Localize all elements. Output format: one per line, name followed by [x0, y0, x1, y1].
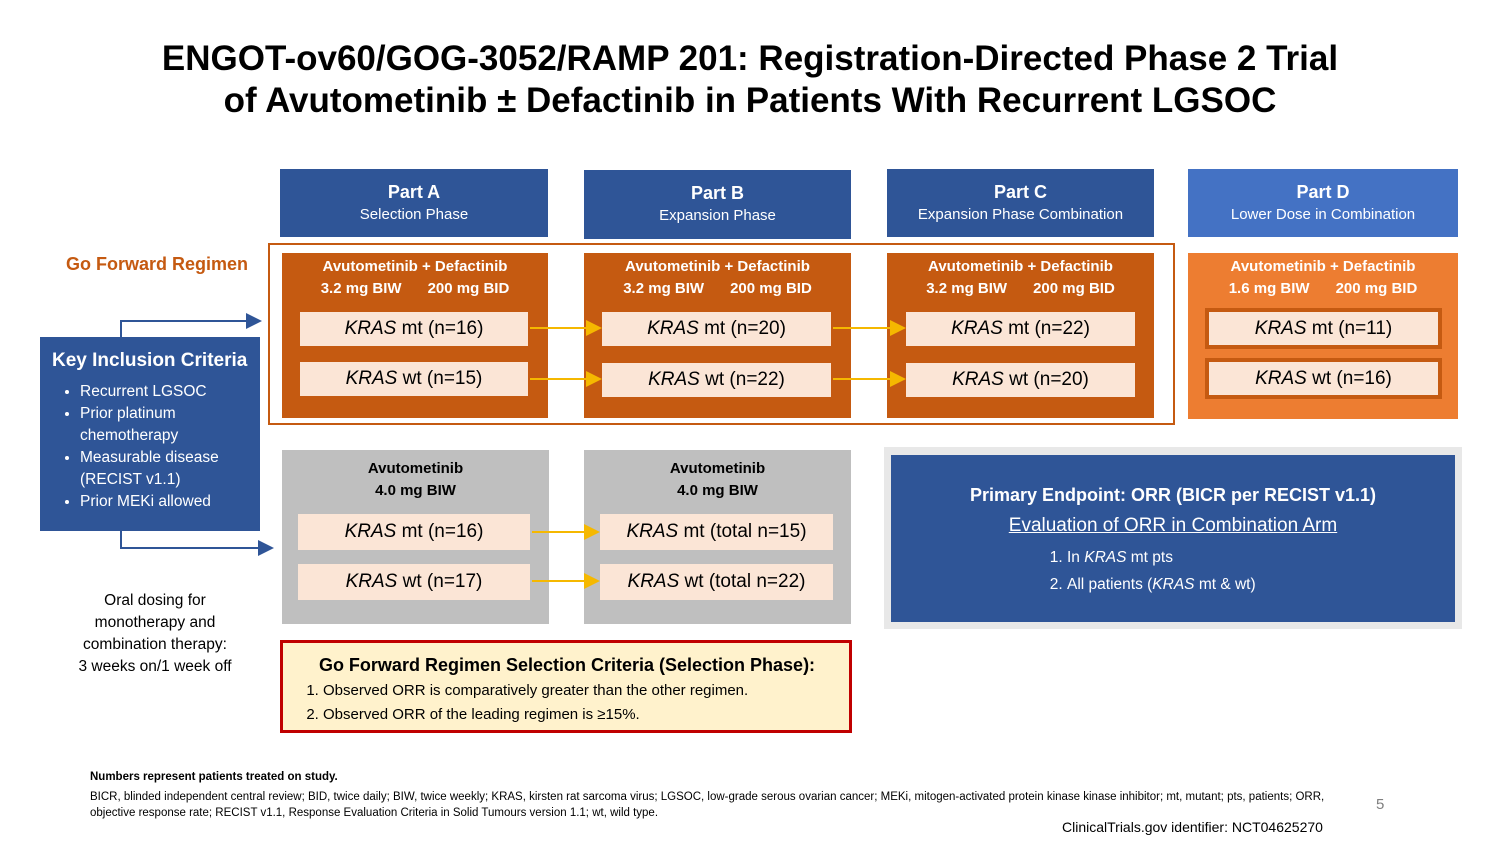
endpoint-item-1 [1067, 544, 1455, 571]
combo-a-drugs: Avutometinib + Defactinib [322, 258, 508, 275]
combo-d-mt-n: (n=11) [1338, 318, 1393, 339]
oral-dosing-note [52, 590, 258, 678]
endpoint-list [1041, 544, 1455, 598]
gene-label: KRAS [344, 318, 397, 339]
oral-line: monotherapy and [94, 614, 216, 631]
part-c-phase: Expansion Phase Combination [917, 206, 1124, 223]
inclusion-item: • Prior platinum chemotherapy [80, 403, 250, 447]
gene-label: KRAS [1255, 368, 1307, 389]
selection-list [297, 679, 837, 727]
part-b-name: Part B [690, 183, 744, 203]
gene-label: KRAS [626, 521, 679, 542]
mutation-label: mt [401, 521, 423, 542]
combo-a-wt-n: (n=15) [426, 368, 483, 389]
combo-d-drugs: Avutometinib + Defactinib [1230, 258, 1416, 275]
wildtype-label: wt [1312, 368, 1332, 389]
combo-b-drugs: Avutometinib + Defactinib [625, 258, 810, 275]
oral-line: Oral dosing for [104, 592, 206, 609]
combo-c-drugs: Avutometinib + Defactinib [928, 258, 1113, 275]
gene-label: KRAS [648, 369, 700, 390]
gene-label: KRAS [344, 521, 397, 542]
title-line-1: ENGOT-ov60/GOG-3052/RAMP 201: Registration-Directed Phase 2 Trial [161, 39, 1339, 78]
clinicaltrials-identifier: ClinicalTrials.gov identifier: NCT04625270 [1062, 819, 1323, 835]
combo-d-wt-n: (n=16) [1336, 368, 1392, 389]
gene-label: KRAS [952, 369, 1004, 390]
endpoint-item-1-pre: In [1067, 549, 1085, 566]
mono-a-wt-n: (n=17) [426, 571, 483, 592]
inclusion-title: Key Inclusion Criteria [52, 350, 248, 371]
mono-a-drug: Avutometinib [367, 460, 464, 477]
combo-b-dose2: 200 mg BID [730, 280, 812, 297]
mutation-label: mt [1008, 318, 1030, 339]
footnote-bold: Numbers represent patients treated on study. [90, 771, 338, 783]
gene-label: KRAS [647, 318, 699, 339]
mono-b-mt-n: (total n=15) [709, 521, 807, 542]
endpoint-title: Primary Endpoint: ORR (BICR per RECIST v1.1) [969, 485, 1377, 505]
wildtype-label: wt [705, 369, 725, 390]
wildtype-label: wt [684, 571, 704, 592]
selection-title: Go Forward Regimen Selection Criteria (Selection Phase): [318, 655, 816, 675]
gene-label: KRAS [627, 571, 680, 592]
endpoint-subtitle: Evaluation of ORR in Combination Arm [1008, 515, 1338, 536]
footnote-abbreviations: BICR, blinded independent central review; BID, twice daily; BIW, twice weekly; KRAS, kirsten rat sarcoma virus; LGSOC, low-grade serous ovarian cancer; MEKi, mitogen-activated protein kinase kinase inhibitor; mt, mutant; pts, patients; ORR, objective response rate; RECIST v1.1, Response Evaluation Criteria in Solid Tumours version 1.1; wt, wild type. [90, 791, 1325, 819]
title-line-2: of Avutometinib ± Defactinib in Patients With Recurrent LGSOC [223, 81, 1277, 120]
selection-criteria-box [280, 640, 852, 733]
mutation-label: mt [1311, 318, 1333, 339]
part-c-name: Part C [993, 182, 1047, 202]
combo-a-dose2: 200 mg BID [427, 280, 510, 297]
combo-d-dose2: 200 mg BID [1335, 280, 1418, 297]
gene-label: KRAS [951, 318, 1003, 339]
arrow-inclusion-to-mono [121, 531, 270, 548]
part-a-name: Part A [387, 182, 441, 202]
primary-endpoint-box [891, 455, 1455, 622]
part-d-phase: Lower Dose in Combination [1230, 206, 1416, 223]
gene-label: KRAS [1152, 576, 1195, 593]
mutation-label: mt [683, 521, 705, 542]
inclusion-list [52, 381, 250, 513]
page-number: 5 [1376, 796, 1385, 813]
go-forward-label: Go Forward Regimen [66, 254, 249, 274]
inclusion-criteria-box [40, 337, 260, 531]
wildtype-label: wt [402, 368, 422, 389]
combo-a-dose1: 3.2 mg BIW [320, 280, 402, 297]
mutation-label: mt [401, 318, 423, 339]
endpoint-item-2-pre: All patients ( [1067, 576, 1153, 593]
endpoint-item-2-post: mt & wt) [1194, 576, 1256, 593]
part-b-phase: Expansion Phase [659, 207, 776, 224]
gene-label: KRAS [345, 571, 398, 592]
combo-c-wt-n: (n=20) [1033, 369, 1089, 390]
gene-label: KRAS [1084, 549, 1127, 566]
combo-b-dose1: 3.2 mg BIW [623, 280, 705, 297]
selection-item: 1. Observed ORR is comparatively greater than the other regimen. [323, 679, 837, 703]
part-a-phase: Selection Phase [359, 206, 469, 223]
endpoint-item-2 [1067, 571, 1455, 598]
combo-c-dose1: 3.2 mg BIW [926, 280, 1008, 297]
wildtype-label: wt [402, 571, 422, 592]
inclusion-item: • Recurrent LGSOC [80, 381, 250, 403]
mono-b-dose: 4.0 mg BIW [677, 482, 758, 499]
mono-a-dose: 4.0 mg BIW [375, 482, 456, 499]
mono-b-wt-n: (total n=22) [708, 571, 806, 592]
oral-line: combination therapy: [83, 636, 227, 653]
gene-label: KRAS [1254, 318, 1307, 339]
wildtype-label: wt [1009, 369, 1029, 390]
endpoint-item-1-post: mt pts [1126, 549, 1173, 566]
combo-d-dose1: 1.6 mg BIW [1228, 280, 1310, 297]
gene-label: KRAS [345, 368, 398, 389]
combo-b-wt-n: (n=22) [729, 369, 785, 390]
combo-c-dose2: 200 mg BID [1033, 280, 1115, 297]
inclusion-item: • Measurable disease (RECIST v1.1) [80, 447, 250, 491]
part-d-name: Part D [1296, 182, 1350, 202]
selection-item: 2. Observed ORR of the leading regimen is ≥15%. [323, 703, 837, 727]
mono-b-drug: Avutometinib [669, 460, 766, 477]
combo-a-mt-n: (n=16) [427, 318, 484, 339]
combo-b-mt-n: (n=20) [730, 318, 786, 339]
combo-c-mt-n: (n=22) [1034, 318, 1090, 339]
mono-a-mt-n: (n=16) [427, 521, 484, 542]
mutation-label: mt [704, 318, 726, 339]
inclusion-item: • Prior MEKi allowed [80, 491, 250, 513]
oral-line: 3 weeks on/1 week off [78, 658, 232, 675]
arrow-inclusion-to-combo [121, 321, 258, 337]
